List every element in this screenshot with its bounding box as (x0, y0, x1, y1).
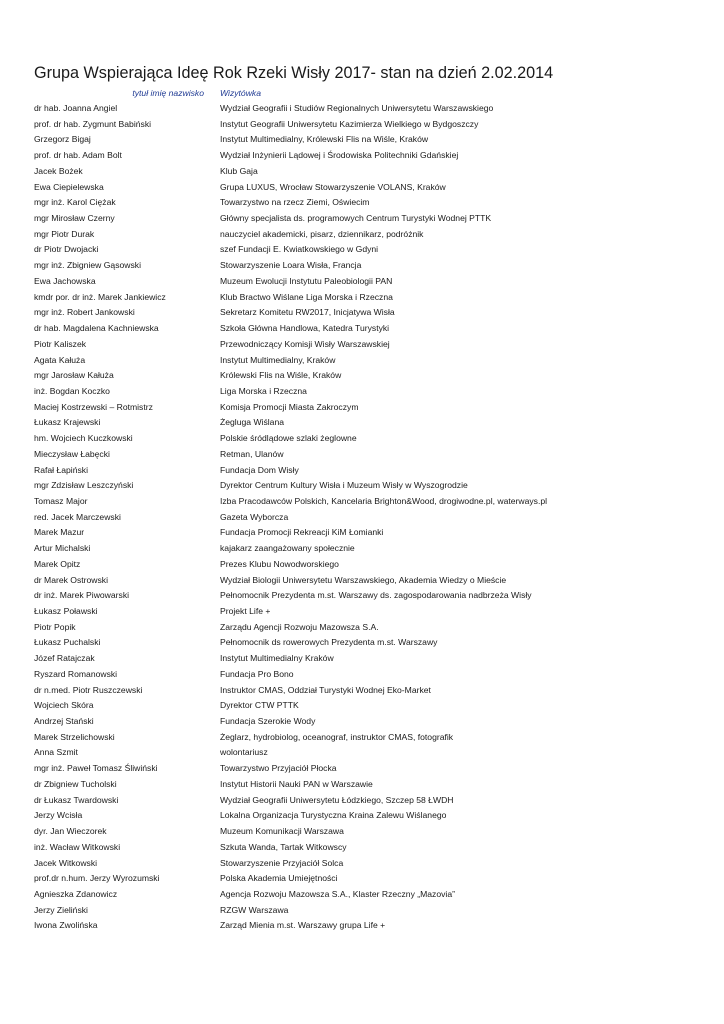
list-item (0, 305, 724, 321)
member-name: mgr Mirosław Czerny (34, 213, 115, 224)
list-item (0, 447, 724, 463)
member-name: dr hab. Magdalena Kachniewska (34, 323, 159, 334)
member-name: prof. dr hab. Adam Bolt (34, 150, 122, 161)
member-affiliation: Główny specjalista ds. programowych Centrum Turystyki Wodnej PTTK (220, 213, 492, 224)
list-item (0, 887, 724, 903)
list-item (0, 463, 724, 479)
member-name: dr Piotr Dwojacki (34, 244, 99, 255)
member-affiliation: Pełnomocnik Prezydenta m.st. Warszawy ds. zagospodarowania nadbrzeża Wisły (220, 590, 532, 601)
member-name: Maciej Kostrzewski – Rotmistrz (34, 401, 153, 412)
list-item (0, 635, 724, 651)
list-item (0, 101, 724, 117)
member-affiliation: Lokalna Organizacja Turystyczna Kraina Zalewu Wiślanego (220, 810, 447, 821)
member-name: Łukasz Krajewski (34, 417, 101, 428)
member-name: Jacek Bożek (34, 165, 83, 176)
member-affiliation: Retman, Ulanów (220, 448, 284, 459)
member-name: mgr inż. Paweł Tomasz Śliwiński (34, 763, 158, 774)
list-item (0, 368, 724, 384)
list-item (0, 745, 724, 761)
member-name: dr inż. Marek Piwowarski (34, 590, 130, 601)
member-name: Rafał Łapiński (34, 464, 88, 475)
list-item (0, 274, 724, 290)
member-affiliation: wolontariusz (220, 747, 268, 758)
member-name: Marek Mazur (34, 527, 85, 538)
document-title: Grupa Wspierająca Ideę Rok Rzeki Wisły 2017- stan na dzień 2.02.2014 (34, 64, 554, 82)
list-item (0, 698, 724, 714)
member-affiliation: Pełnomocnik ds rowerowych Prezydenta m.st. Warszawy (220, 637, 438, 648)
member-affiliation: Liga Morska i Rzeczna (220, 385, 307, 396)
member-affiliation: RZGW Warszawa (220, 904, 289, 915)
member-affiliation: Dyrektor Centrum Kultury Wisła i Muzeum Wisły w Wyszogrodzie (220, 480, 468, 491)
list-item (0, 714, 724, 730)
member-name: kmdr por. dr inż. Marek Jankiewicz (34, 291, 166, 302)
list-item (0, 808, 724, 824)
members-list (0, 101, 724, 934)
member-affiliation: Sekretarz Komitetu RW2017, Inicjatywa Wisła (220, 307, 395, 318)
member-name: inż. Wacław Witkowski (34, 841, 121, 852)
member-name: Iwona Zwolińska (34, 920, 98, 931)
list-item (0, 195, 724, 211)
list-item (0, 730, 724, 746)
member-name: mgr inż. Robert Jankowski (34, 307, 135, 318)
member-name: Marek Strzelichowski (34, 731, 115, 742)
list-item (0, 525, 724, 541)
list-item (0, 132, 724, 148)
member-name: mgr Jarosław Kałuża (34, 370, 114, 381)
member-affiliation: Fundacja Promocji Rekreacji KiM Łomianki (220, 527, 384, 538)
member-affiliation: Instytut Multimedialny, Kraków (220, 354, 336, 365)
member-name: Andrzej Stański (34, 716, 94, 727)
member-affiliation: Klub Bractwo Wiślane Liga Morska i Rzeczna (220, 291, 393, 302)
member-affiliation: Polska Akademia Umiejętności (220, 873, 338, 884)
list-item (0, 761, 724, 777)
list-item (0, 321, 724, 337)
member-name: Ewa Jachowska (34, 275, 96, 286)
list-item (0, 290, 724, 306)
member-affiliation: Stowarzyszenie Przyjaciół Solca (220, 857, 344, 868)
list-item (0, 258, 724, 274)
list-item (0, 604, 724, 620)
list-item (0, 667, 724, 683)
member-name: dr n.med. Piotr Ruszczewski (34, 684, 143, 695)
member-name: dr Zbigniew Tucholski (34, 778, 117, 789)
member-name: Łukasz Puchalski (34, 637, 101, 648)
list-item (0, 620, 724, 636)
member-name: hm. Wojciech Kuczkowski (34, 433, 133, 444)
member-name: Jacek Witkowski (34, 857, 98, 868)
member-affiliation: Prezes Klubu Nowodworskiego (220, 558, 339, 569)
member-affiliation: Szkuta Wanda, Tartak Witkowscy (220, 841, 347, 852)
member-name: Jerzy Wcisła (34, 810, 83, 821)
list-item (0, 211, 724, 227)
member-name: Józef Ratajczak (34, 653, 95, 664)
member-affiliation: Stowarzyszenie Loara Wisła, Francja (220, 260, 362, 271)
member-name: Agnieszka Zdanowicz (34, 888, 118, 899)
list-item (0, 242, 724, 258)
list-item (0, 683, 724, 699)
list-item (0, 573, 724, 589)
member-affiliation: Zarządu Agencji Rozwoju Mazowsza S.A. (220, 621, 379, 632)
member-affiliation: Instruktor CMAS, Oddział Turystyki Wodnej Eko-Market (220, 684, 431, 695)
list-item (0, 557, 724, 573)
member-name: Piotr Kaliszek (34, 338, 87, 349)
list-item (0, 777, 724, 793)
member-name: dr Marek Ostrowski (34, 574, 109, 585)
member-affiliation: Towarzystwo na rzecz Ziemi, Oświecim (220, 197, 370, 208)
member-name: Mieczysław Łabęcki (34, 448, 110, 459)
member-affiliation: Instytut Historii Nauki PAN w Warszawie (220, 778, 373, 789)
list-item (0, 541, 724, 557)
member-affiliation: Szkoła Główna Handlowa, Katedra Turystyki (220, 323, 390, 334)
member-affiliation: Zarząd Mienia m.st. Warszawy grupa Life + (220, 920, 386, 931)
member-affiliation: Żeglarz, hydrobiolog, oceanograf, instruktor CMAS, fotografik (220, 731, 454, 742)
member-affiliation: szef Fundacji E. Kwiatkowskiego w Gdyni (220, 244, 379, 255)
member-name: Agata Kałuża (34, 354, 86, 365)
member-affiliation: Przewodniczący Komisji Wisły Warszawskiej (220, 338, 390, 349)
member-name: prof.dr n.hum. Jerzy Wyrozumski (34, 873, 160, 884)
member-affiliation: Żegluga Wiślana (220, 417, 285, 428)
member-name: red. Jacek Marczewski (34, 511, 121, 522)
member-affiliation: Muzeum Komunikacji Warszawa (220, 826, 344, 837)
member-name: mgr inż. Karol Ciężak (34, 197, 116, 208)
member-name: Grzegorz Bigaj (34, 134, 91, 145)
list-item (0, 117, 724, 133)
list-item (0, 148, 724, 164)
list-item (0, 918, 724, 934)
member-affiliation: Fundacja Dom Wisły (220, 464, 299, 475)
member-affiliation: Wydział Inżynierii Lądowej i Środowiska Politechniki Gdańskiej (220, 150, 459, 161)
member-affiliation: Dyrektor CTW PTTK (220, 700, 299, 711)
member-name: Jerzy Zieliński (34, 904, 88, 915)
list-item (0, 180, 724, 196)
list-item (0, 840, 724, 856)
member-name: mgr Zdzisław Leszczyński (34, 480, 134, 491)
member-affiliation: Królewski Flis na Wiśle, Kraków (220, 370, 342, 381)
list-item (0, 415, 724, 431)
member-affiliation: Klub Gaja (220, 165, 258, 176)
member-affiliation: Komisja Promocji Miasta Zakroczym (220, 401, 359, 412)
member-name: Ewa Ciepielewska (34, 181, 104, 192)
member-affiliation: Instytut Multimedialny Kraków (220, 653, 334, 664)
member-name: mgr Piotr Durak (34, 228, 95, 239)
member-name: Marek Opitz (34, 558, 81, 569)
member-name: Piotr Popik (34, 621, 76, 632)
member-affiliation: Muzeum Ewolucji Instytutu Paleobiologii PAN (220, 275, 393, 286)
member-name: Ryszard Romanowski (34, 668, 118, 679)
list-item (0, 400, 724, 416)
member-name: inż. Bogdan Koczko (34, 385, 110, 396)
list-item (0, 588, 724, 604)
member-affiliation: Instytut Geografii Uniwersytetu Kazimierza Wielkiego w Bydgoszczy (220, 118, 479, 129)
member-name: Łukasz Poławski (34, 606, 98, 616)
member-affiliation: Polskie śródlądowe szlaki żeglowne (220, 433, 357, 444)
member-affiliation: Fundacja Pro Bono (220, 668, 294, 679)
member-affiliation: Gazeta Wyborcza (220, 511, 289, 522)
member-affiliation: Wydział Geografii i Studiów Regionalnych Uniwersytetu Warszawskiego (220, 103, 494, 113)
member-name: Tomasz Major (34, 495, 88, 506)
column-header-card: Wizytówka (220, 88, 261, 98)
list-item (0, 478, 724, 494)
member-name: Anna Szmit (34, 747, 78, 758)
member-name: dr hab. Joanna Angiel (34, 103, 118, 113)
member-affiliation: Fundacja Szerokie Wody (220, 716, 316, 727)
member-name: prof. dr hab. Zygmunt Babiński (34, 118, 152, 129)
member-affiliation: Wydział Geografii Uniwersytetu Łódzkiego, Szczep 58 ŁWDH (220, 794, 454, 805)
list-item (0, 651, 724, 667)
member-affiliation: Agencja Rozwoju Mazowsza S.A., Klaster Rzeczny „Mazovia” (220, 888, 455, 899)
list-item (0, 337, 724, 353)
member-affiliation: kajakarz zaangażowany społecznie (220, 543, 355, 554)
member-name: Wojciech Skóra (34, 700, 94, 711)
member-name: mgr inż. Zbigniew Gąsowski (34, 260, 141, 271)
member-affiliation: Instytut Multimedialny, Królewski Flis na Wiśle, Kraków (220, 134, 429, 145)
list-item (0, 384, 724, 400)
member-affiliation: nauczyciel akademicki, pisarz, dziennikarz, podróżnik (220, 228, 424, 239)
list-item (0, 494, 724, 510)
member-affiliation: Izba Pracodawców Polskich, Kancelaria Brighton&Wood, drogiwodne.pl, waterways.pl (220, 495, 548, 506)
list-item (0, 227, 724, 243)
list-item (0, 353, 724, 369)
list-item (0, 903, 724, 919)
list-item (0, 164, 724, 180)
member-affiliation: Wydział Biologii Uniwersytetu Warszawskiego, Akademia Wiedzy o Mieście (220, 574, 507, 585)
member-name: dyr. Jan Wieczorek (34, 826, 107, 837)
list-item (0, 431, 724, 447)
member-affiliation: Projekt Life + (220, 606, 271, 616)
list-item (0, 871, 724, 887)
member-name: dr Łukasz Twardowski (34, 794, 119, 805)
member-affiliation: Grupa LUXUS, Wrocław Stowarzyszenie VOLANS, Kraków (220, 181, 446, 192)
member-affiliation: Towarzystwo Przyjaciół Płocka (220, 763, 337, 774)
column-header-name: tytuł imię nazwisko (132, 88, 204, 98)
list-item (0, 824, 724, 840)
member-name: Artur Michalski (34, 543, 91, 554)
list-item (0, 510, 724, 526)
list-item (0, 793, 724, 809)
list-item (0, 856, 724, 872)
